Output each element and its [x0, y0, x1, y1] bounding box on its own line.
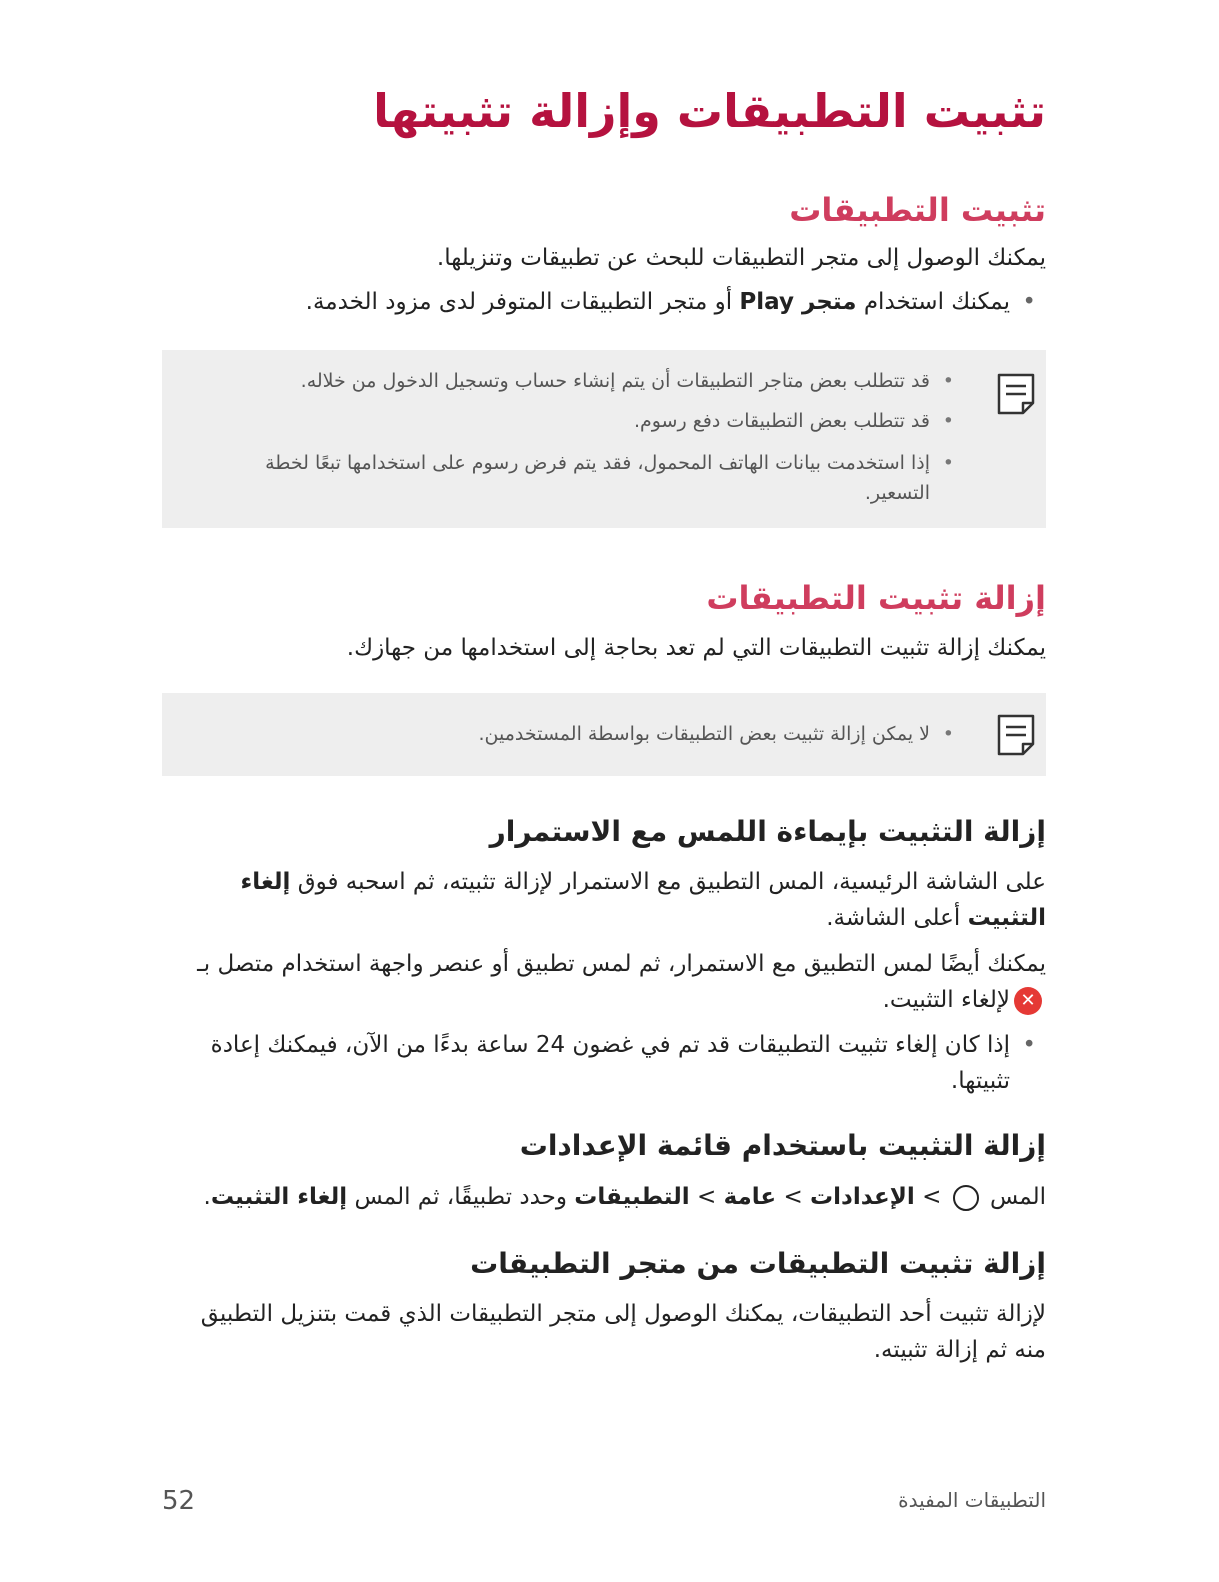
install-bullet-text: يمكنك استخدام متجر Play أو متجر التطبيقات المتوفر لدى مزود الخدمة.: [305, 289, 1010, 315]
gesture-paragraph-1: على الشاشة الرئيسية، المس التطبيق مع الاستمرار لإزالة تثبيته، ثم اسحبه فوق إلغاء التثبيت أعلى الشاشة.: [240, 869, 1046, 931]
note-item: • قد تتطلب بعض متاجر التطبيقات أن يتم إنشاء حساب وتسجيل الدخول من خلاله.: [300, 370, 954, 392]
settings-label: الإعدادات: [810, 1184, 915, 1210]
apps-label: التطبيقات: [574, 1184, 690, 1210]
note-item: • إذا استخدمت بيانات الهاتف المحمول، فقد يتم فرض رسوم على استخدامها تبعًا لخطة التسعير.: [265, 452, 954, 504]
install-note-box: [162, 350, 1046, 528]
play-store-label: متجر Play: [739, 289, 857, 315]
install-intro: يمكنك الوصول إلى متجر التطبيقات للبحث عن تطبيقات وتنزيلها.: [436, 245, 1046, 271]
gesture-heading: إزالة التثبيت بإيماءة اللمس مع الاستمرار: [489, 815, 1046, 848]
uninstall-label: إلغاء التثبيت: [210, 1184, 348, 1210]
bullet-dot: •: [1022, 1032, 1036, 1058]
uninstall-intro: يمكنك إزالة تثبيت التطبيقات التي لم تعد بحاجة إلى استخدامها من جهازك.: [346, 635, 1046, 661]
note-item: • لا يمكن إزالة تثبيت بعض التطبيقات بواسطة المستخدمين.: [478, 723, 954, 745]
general-label: عامة: [723, 1184, 777, 1210]
bullet-dot: •: [1022, 289, 1036, 315]
install-heading: تثبيت التطبيقات: [789, 191, 1046, 229]
gesture-paragraph-2: يمكنك أيضًا لمس التطبيق مع الاستمرار، ثم لمس تطبيق أو عنصر واجهة استخدام متصل بـ✕لإلغاء التثبيت.: [197, 951, 1046, 1013]
note-icon: [996, 713, 1036, 757]
page-title: تثبيت التطبيقات وإزالة تثبيتها: [373, 84, 1046, 138]
footer-section-name: التطبيقات المفيدة: [898, 1488, 1046, 1512]
uninstall-label: إلغاء التثبيت: [240, 869, 1046, 931]
uninstall-note-box: [162, 693, 1046, 776]
remove-x-icon: ✕: [1014, 987, 1042, 1015]
settings-heading: إزالة التثبيت باستخدام قائمة الإعدادات: [519, 1129, 1046, 1162]
settings-steps: المس > الإعدادات > عامة > التطبيقات وحدد تطبيقًا، ثم المس إلغاء التثبيت.: [203, 1184, 1046, 1210]
home-icon: [953, 1185, 979, 1211]
note-item: • قد تتطلب بعض التطبيقات دفع رسوم.: [633, 410, 954, 432]
store-heading: إزالة تثبيت التطبيقات من متجر التطبيقات: [470, 1247, 1046, 1280]
gesture-bullet-text: إذا كان إلغاء تثبيت التطبيقات قد تم في غضون 24 ساعة بدءًا من الآن، فيمكنك إعادة تثبيتها.: [210, 1032, 1010, 1094]
note-icon: [996, 372, 1036, 416]
page-number: 52: [162, 1486, 196, 1516]
store-paragraph: لإزالة تثبيت أحد التطبيقات، يمكنك الوصول إلى متجر التطبيقات الذي قمت بتنزيل التطبيق منه ثم إزالة تثبيته.: [200, 1301, 1046, 1363]
manual-page: [162, 0, 1046, 1582]
gesture-bullet: [162, 1027, 1046, 1099]
uninstall-heading: إزالة تثبيت التطبيقات: [706, 579, 1046, 617]
